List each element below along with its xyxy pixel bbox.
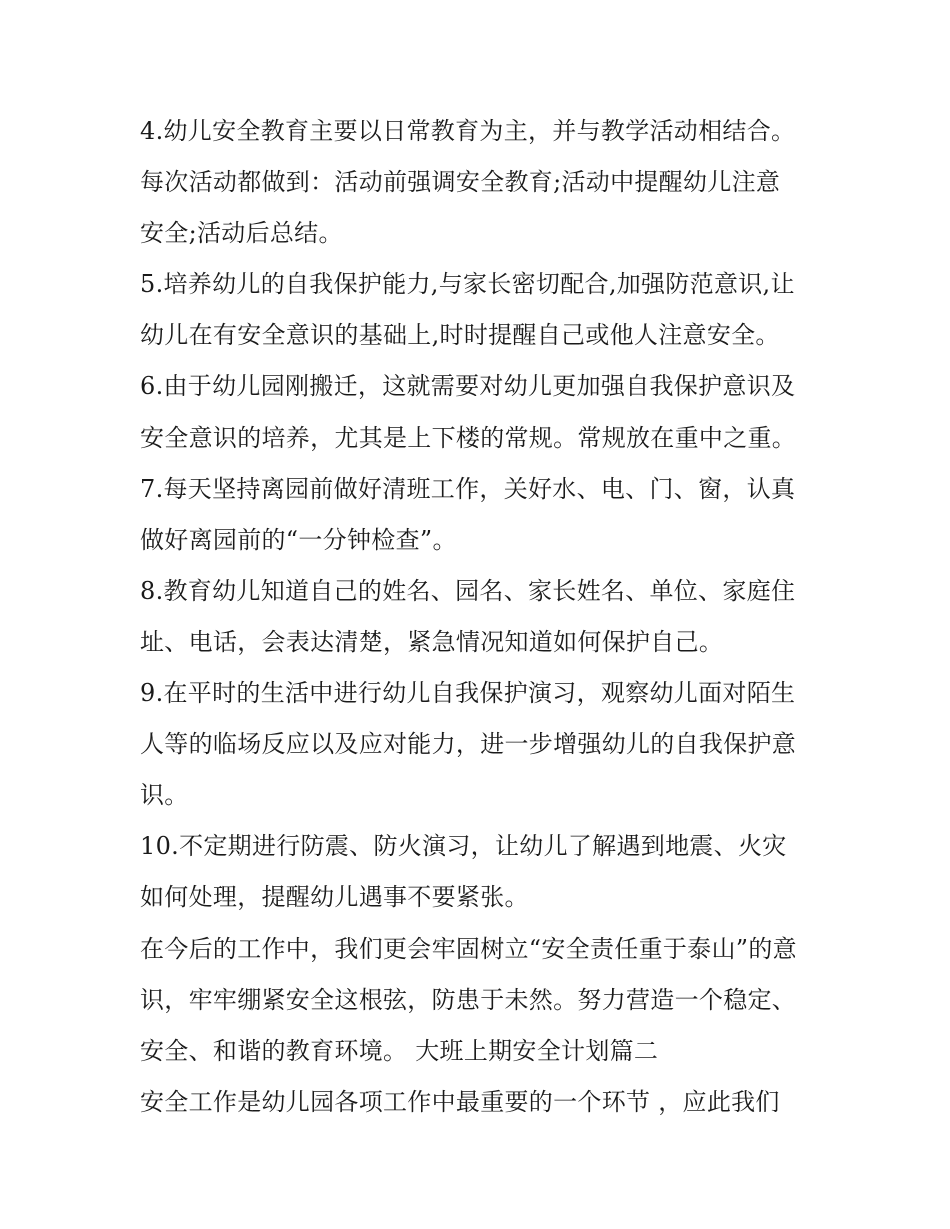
text-line: 安全;活动后总结。 xyxy=(140,219,343,248)
text-line: 5.培养幼儿的自我保护能力,与家长密切配合,加强防范意识,让 xyxy=(140,270,795,299)
text-line: 安全工作是幼儿园各项工作中最重要的一个环节 ，应此我们 xyxy=(140,1087,780,1116)
text-line: 识，牢牢绷紧安全这根弦，防患于未然。努力营造一个稳定、 xyxy=(140,985,797,1014)
text-line: 在今后的工作中，我们更会牢固树立“安全责任重于泰山”的意 xyxy=(140,934,797,963)
text-line: 人等的临场反应以及应对能力，进一步增强幼儿的自我保护意 xyxy=(140,730,797,759)
text-line: 幼儿在有安全意识的基础上,时时提醒自己或他人注意安全。 xyxy=(140,321,780,350)
text-line: 如何处理，提醒幼儿遇事不要紧张。 xyxy=(140,883,529,912)
text-line: 6.由于幼儿园刚搬迁，这就需要对幼儿更加强自我保护意识及 xyxy=(140,372,796,401)
text-line: 10.不定期进行防震、防火演习，让幼儿了解遇到地震、火灾 xyxy=(140,832,787,861)
text-line: 安全意识的培养，尤其是上下楼的常规。常规放在重中之重。 xyxy=(140,423,797,452)
text-line: 安全、和谐的教育环境。 大班上期安全计划篇二 xyxy=(140,1036,659,1065)
text-line: 址、电话，会表达清楚，紧急情况知道如何保护自己。 xyxy=(140,627,724,656)
text-line: 9.在平时的生活中进行幼儿自我保护演习，观察幼儿面对陌生 xyxy=(140,679,796,708)
text-line: 每次活动都做到：活动前强调安全教育;活动中提醒幼儿注意 xyxy=(140,168,781,197)
text-line: 识。 xyxy=(140,781,189,810)
text-line: 7.每天坚持离园前做好清班工作，关好水、电、门、窗，认真 xyxy=(140,474,796,503)
text-line: 8.教育幼儿知道自己的姓名、园名、家长姓名、单位、家庭住 xyxy=(140,576,796,605)
document-body xyxy=(140,106,830,1128)
text-line: 4.幼儿安全教育主要以日常教育为主，并与教学活动相结合。 xyxy=(140,117,796,145)
text-line: 做好离园前的“一分钟检查”。 xyxy=(140,525,457,554)
